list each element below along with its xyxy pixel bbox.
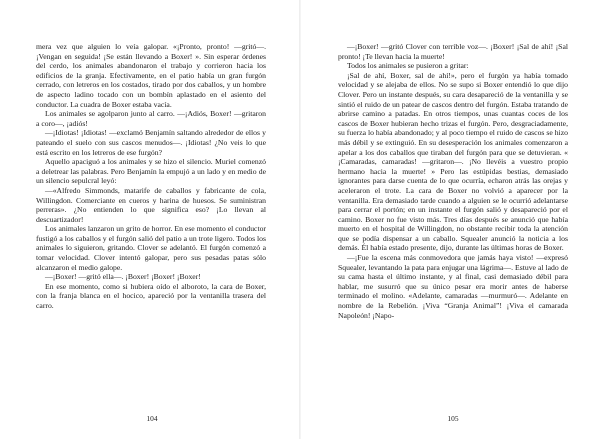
left-paragraph-4: Aquello apaciguó a los animales y se hizo el silencio. Muriel comenzó a deletrear las palabras. Pero Benjamín la empujó a un lado y en medio de un silencio sepulcral leyó: — [36, 157, 266, 186]
left-paragraph-3: —¡Idiotas! ¡Idiotas! —exclamó Benjamín saltando alrededor de ellos y pateando el suelo con sus cascos menudos—. ¡Idiotas! ¿No veis lo que está escrito en los letreros de ese furgón? — [36, 128, 266, 157]
left-paragraph-6: Los animales lanzaron un grito de horror. En ese momento el conductor fustigó a los caballos y el furgón salió del patio a un trote ligero. Todos los animales lo siguieron, gritando. Clover se adelantó. El furgón comenzó a tomar velocidad. Clover intentó galopar, pero sus pesadas patas sólo alcanzaron el medio galope. — [36, 224, 266, 272]
left-page-text — [36, 42, 266, 311]
left-page-number: 104 — [146, 414, 158, 423]
left-paragraph-7: —¡Boxer! —gritó ella—. ¡Boxer! ¡Boxer! ¡Boxer! — [45, 272, 201, 282]
right-paragraph-1: —¡Boxer! —gritó Clover con terrible voz—. ¡Boxer! ¡Sal de ahí! ¡Sal pronto! ¡Te llevan hacia la muerte! — [338, 42, 568, 61]
left-paragraph-2: Los animales se agolparon junto al carro. —¡Adiós, Boxer! —gritaron a coro—, ¡adiós! — [36, 109, 266, 128]
left-paragraph-5: —«Alfredo Simmonds, matarife de caballos y fabricante de cola, Willingdon. Comerciante en cueros y harina de huesos. Se suministran perreras». ¿No entienden lo que significa eso? ¡Lo llevan al descuartizador! — [36, 185, 266, 224]
right-paragraph-2: Todos los animales se pusieron a gritar: — [347, 61, 469, 71]
right-page — [300, 0, 600, 439]
left-paragraph-8: En ese momento, como si hubiera oído el alboroto, la cara de Boxer, con la franja blanca en el hocico, apareció por la ventanilla trasera del carro. — [36, 281, 266, 311]
right-paragraph-3: ¡Sal de ahí, Boxer, sal de ahí!», pero el furgón ya había tomado velocidad y se alejaba de ellos. No se supo si Boxer entendió lo que dijo Clover. Pero un instante después, su cara desapareció de la ventanilla y se sintió el ruido de un patear de cascos dentro del furgón. Estaba tratando de abrirse camino a patadas. En otros tiempos, unas cuantas coces de los cascos de Boxer hubieran hecho trizas el furgón. Pero, desgraciadamente, su fuerza lo había abandonado; y al poco tiempo el ruido de cascos se hizo más débil y se extinguió. En su desesperación los animales comenzaron a apelar a los dos caballos que tiraban del furgón para que se detuvieran. « ¡Camaradas, camaradas! —gritaron—. ¡No llevéis a vuestro propio hermano hacia la muerte! » Pero las estúpidas bestias, demasiado ignorantes para darse cuenta de lo que ocurría, echaron atrás las orejas y aceleraron el trote. La cara de Boxer no volvió a aparecer por la ventanilla. Era demasiado tarde cuando a alguien se le ocurrió adelantarse para cerrar el portón; en un instante el furgón salió y desapareció por el camino. Boxer no fue visto más. Tres días después se anunció que había muerto en el hospital de Willingdon, no obstante recibir toda la atención que se podía dispensar a un caballo. Squealer anunció la noticia a los demás. Él había estado presente, dijo, durante las últimas horas de Boxer. — [338, 70, 568, 253]
right-page-number: 105 — [447, 414, 459, 423]
left-paragraph-1: mera vez que alguien lo veía galopar. «¡Pronto, pronto! —gritó—. ¡Vengan en seguida! ¡Se están llevando a Boxer! ». Sin esperar órdenes del cerdo, los animales abandonaron el trabajo y corrieron hacia los edificios de la granja. Efectivamente, en el patio había un gran furgón cerrado, con letreros en los costados, tirado por dos caballos, y un hombre de aspecto ladino tocado con un bombín aplastado en el asiento del conductor. La cuadra de Boxer estaba vacía. — [36, 42, 266, 109]
right-page-text — [338, 42, 568, 320]
right-paragraph-4: —¡Fue la escena más conmovedora que jamás haya visto! —expresó Squealer, levantando la pata para enjugar una lágrima—. Estuve al lado de su cama hasta el último instante, y al final, casi demasiado débil para hablar, me susurró que su único pesar era morir antes de haberse terminado el molino. «Adelante, camaradas —murmuró—. Adelante en nombre de la Rebelión. ¡Viva “Granja Animal”! ¡Viva el camarada Napoleón! ¡Napo- — [338, 253, 568, 320]
